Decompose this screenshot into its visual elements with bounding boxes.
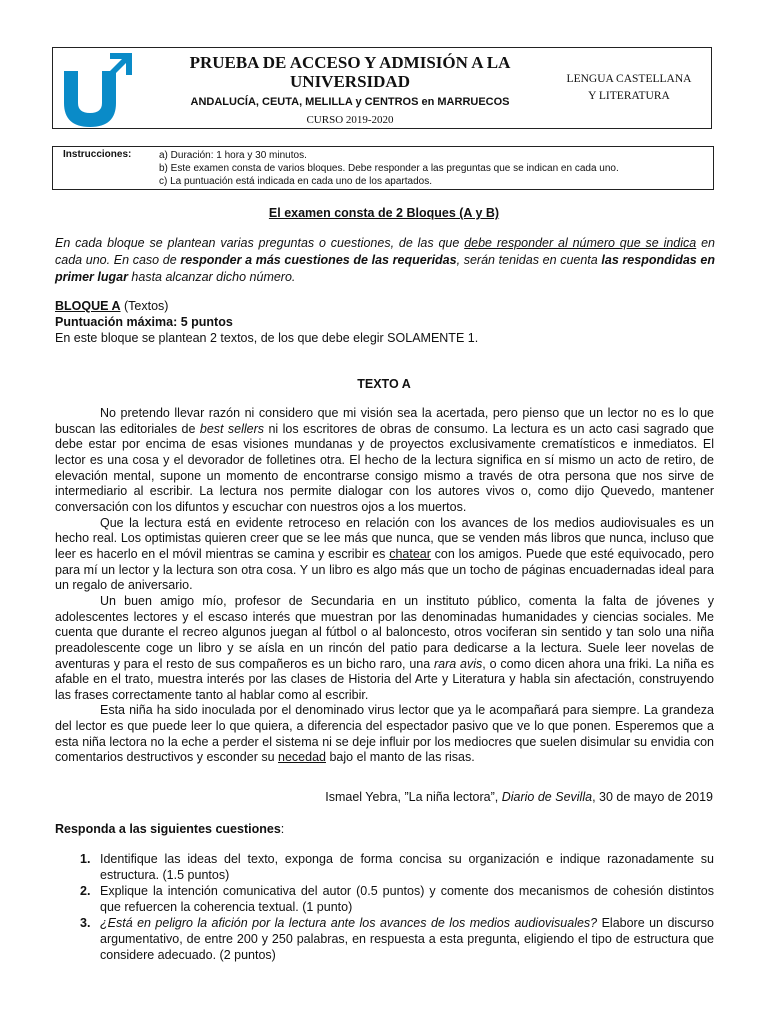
question-number: 1. <box>80 852 91 866</box>
intro-paragraph <box>55 235 715 286</box>
para-text: ni los escritores de obras de consumo. La lectura es un acto casi sagrado que debe estar por encima de esas visiones mundanas y de proyectos exclusivamente crematísticos e inmediatos. El lector es una cosa y el devorador de folletines otra. El hecho de la lectura significa en sí mismo un acto de retiro, de elevación mental, supone un momento de encontrarse consigo mismo a través de otra persona que nos sirve de intermediario al escribir. La lectura nos permite dialogar con los autores vivos o, como dijo Quevedo, mantener conversación con los difuntos y escuchar con nuestros ojos a los muertos. <box>55 421 714 514</box>
instruction-item: a) Duración: 1 hora y 30 minutos. <box>159 150 307 161</box>
questions-colon: : <box>280 822 285 836</box>
question-text: Elabore un discurso argumentativo, de entre 200 y 250 palabras, en respuesta a esta pregunta, eligiendo el tipo de estructura que considere adecuado. (2 puntos) <box>100 916 714 962</box>
question-number: 2. <box>80 884 91 899</box>
text-a-title: TEXTO A <box>357 377 411 391</box>
intro-bold: las respondidas en primer lugar <box>55 253 715 284</box>
article-paragraph <box>55 594 714 704</box>
article-paragraph <box>55 406 714 516</box>
intro-underlined: debe responder al número que se indica <box>464 236 697 250</box>
instruction-item: c) La puntuación está indicada en cada uno de los apartados. <box>159 176 432 187</box>
questions-heading <box>55 822 284 836</box>
question-number: 3. <box>80 916 91 931</box>
text-a-body <box>55 406 714 766</box>
para-underlined: chatear <box>389 546 431 561</box>
para-emphasis: best sellers <box>199 421 265 436</box>
question-item <box>80 852 714 883</box>
question-item <box>80 884 714 915</box>
blocks-heading: El examen consta de 2 Bloques (A y B) <box>268 206 500 220</box>
para-text: No pretendo llevar razón ni considero que mi visión sea la acertada, pero pienso que un lector no es lo que buscan las editoriales de <box>55 406 714 436</box>
block-a-name: BLOQUE A <box>55 299 121 313</box>
question-text: Explique la intención comunicativa del autor (0.5 puntos) y comente dos mecanismos de cohesión distintos que refuercen la coherencia textual. (1 punto) <box>100 884 714 914</box>
article-paragraph <box>55 516 714 594</box>
para-underlined: necedad <box>278 750 326 765</box>
para-text: bajo el manto de las risas. <box>326 750 475 765</box>
intro-text: , serán tenidas en cuenta <box>456 253 602 267</box>
para-text: Que la lectura está en evidente retroceso en relación con los avances de los medios audiovisuales es un hecho real. Los optimistas quieren creer que se lee más que nunca, que se venden más libros que nunca, incluso que leer es hacerlo en el móvil mientras se camina y escribir es <box>55 515 714 561</box>
block-a-type: (Textos) <box>120 299 169 313</box>
para-text: Un buen amigo mío, profesor de Secundaria en un instituto público, comenta la falta de jóvenes y adolescentes lectores y el escaso interés que muestran por las denominadas humanidades y ciencias sociales. Me cuenta que durante el recreo algunos juegan al fútbol o al baloncesto, otros vociferan sin sentido y tan solo una niña preadolescente coge un libro y se aísla en un rincón del patio para dedicarse a la lectura. Suele leer novelas de aventuras y para el resto de sus compañeros es un bicho raro, una <box>55 593 714 671</box>
block-a-score: Puntuación máxima: 5 puntos <box>55 315 233 329</box>
article-paragraph <box>55 703 714 766</box>
text-a-citation <box>325 790 713 804</box>
university-logo-icon <box>60 51 140 129</box>
para-text: Esta niña ha sido inoculada por el denominado virus lector que ya le acompañará para siempre. La grandeza del lector es que puede leer lo que quiera, a diferencia del espectador pasivo que ve lo que ponen. Esperemos que a esta niña lectora no la eche a perder el sistema ni se deje influir por los mediocres que suelen disimular su envidia con comentarios destructivos y esconder su <box>55 703 714 765</box>
question-item <box>80 916 714 963</box>
intro-bold: responder a más cuestiones de las requeridas <box>180 253 457 267</box>
exam-course: CURSO 2019-2020 <box>306 114 394 126</box>
para-text: , o como dicen ahora una friki. La niña es afable en el trato, muestra interés por las clases de Historia del Arte y Literatura y habla sin afectación, construyendo las frases correctamente tanto al hablar como al escribir. <box>55 656 714 702</box>
instructions-list <box>159 149 619 188</box>
questions-list <box>80 852 714 964</box>
intro-text: En cada bloque se plantean varias preguntas o cuestiones, de las que <box>55 236 465 250</box>
exam-title: PRUEBA DE ACCESO Y ADMISIÓN A LA UNIVERSIDAD <box>189 53 511 91</box>
para-text: con los amigos. Puede que esté equivocado, pero para mí un lector y la lectura son otra cosa. Y un libro es algo más que un tocho de páginas encuadernadas ideal para un regalo de aniversario. <box>55 546 714 593</box>
question-text: Identifique las ideas del texto, exponga de forma concisa su organización e indique razonadamente su estructura. (1.5 puntos) <box>100 852 714 882</box>
citation-text: Ismael Yebra, ”La niña lectora”, <box>325 790 502 804</box>
exam-subject <box>549 71 709 105</box>
citation-source: Diario de Sevilla <box>501 790 593 804</box>
subject-line-2: Y LITERATURA <box>588 90 670 102</box>
questions-title: Responda a las siguientes cuestiones <box>55 822 281 836</box>
block-a-note: En este bloque se plantean 2 textos, de los que debe elegir SOLAMENTE 1. <box>55 331 479 345</box>
block-a-title-line <box>55 298 715 314</box>
exam-header <box>52 47 712 129</box>
block-a-header <box>55 298 715 346</box>
intro-text: en cada uno. En caso de <box>55 236 715 267</box>
subject-line-1: LENGUA CASTELLANA <box>566 73 692 85</box>
intro-text: hasta alcanzar dicho número. <box>127 270 296 284</box>
exam-region: ANDALUCÍA, CEUTA, MELILLA y CENTROS en MARRUECOS <box>190 96 510 108</box>
instruction-item: b) Este examen consta de varios bloques. Debe responder a las preguntas que se indican en cada uno. <box>159 163 619 174</box>
citation-date: , 30 de mayo de 2019 <box>592 790 713 804</box>
para-emphasis: rara avis <box>434 656 483 671</box>
instructions-label: Instrucciones: <box>63 149 132 160</box>
question-emphasis: ¿Está en peligro la afición por la lectura ante los avances de los medios audiovisuales? <box>100 916 598 931</box>
instructions-box <box>52 146 714 190</box>
